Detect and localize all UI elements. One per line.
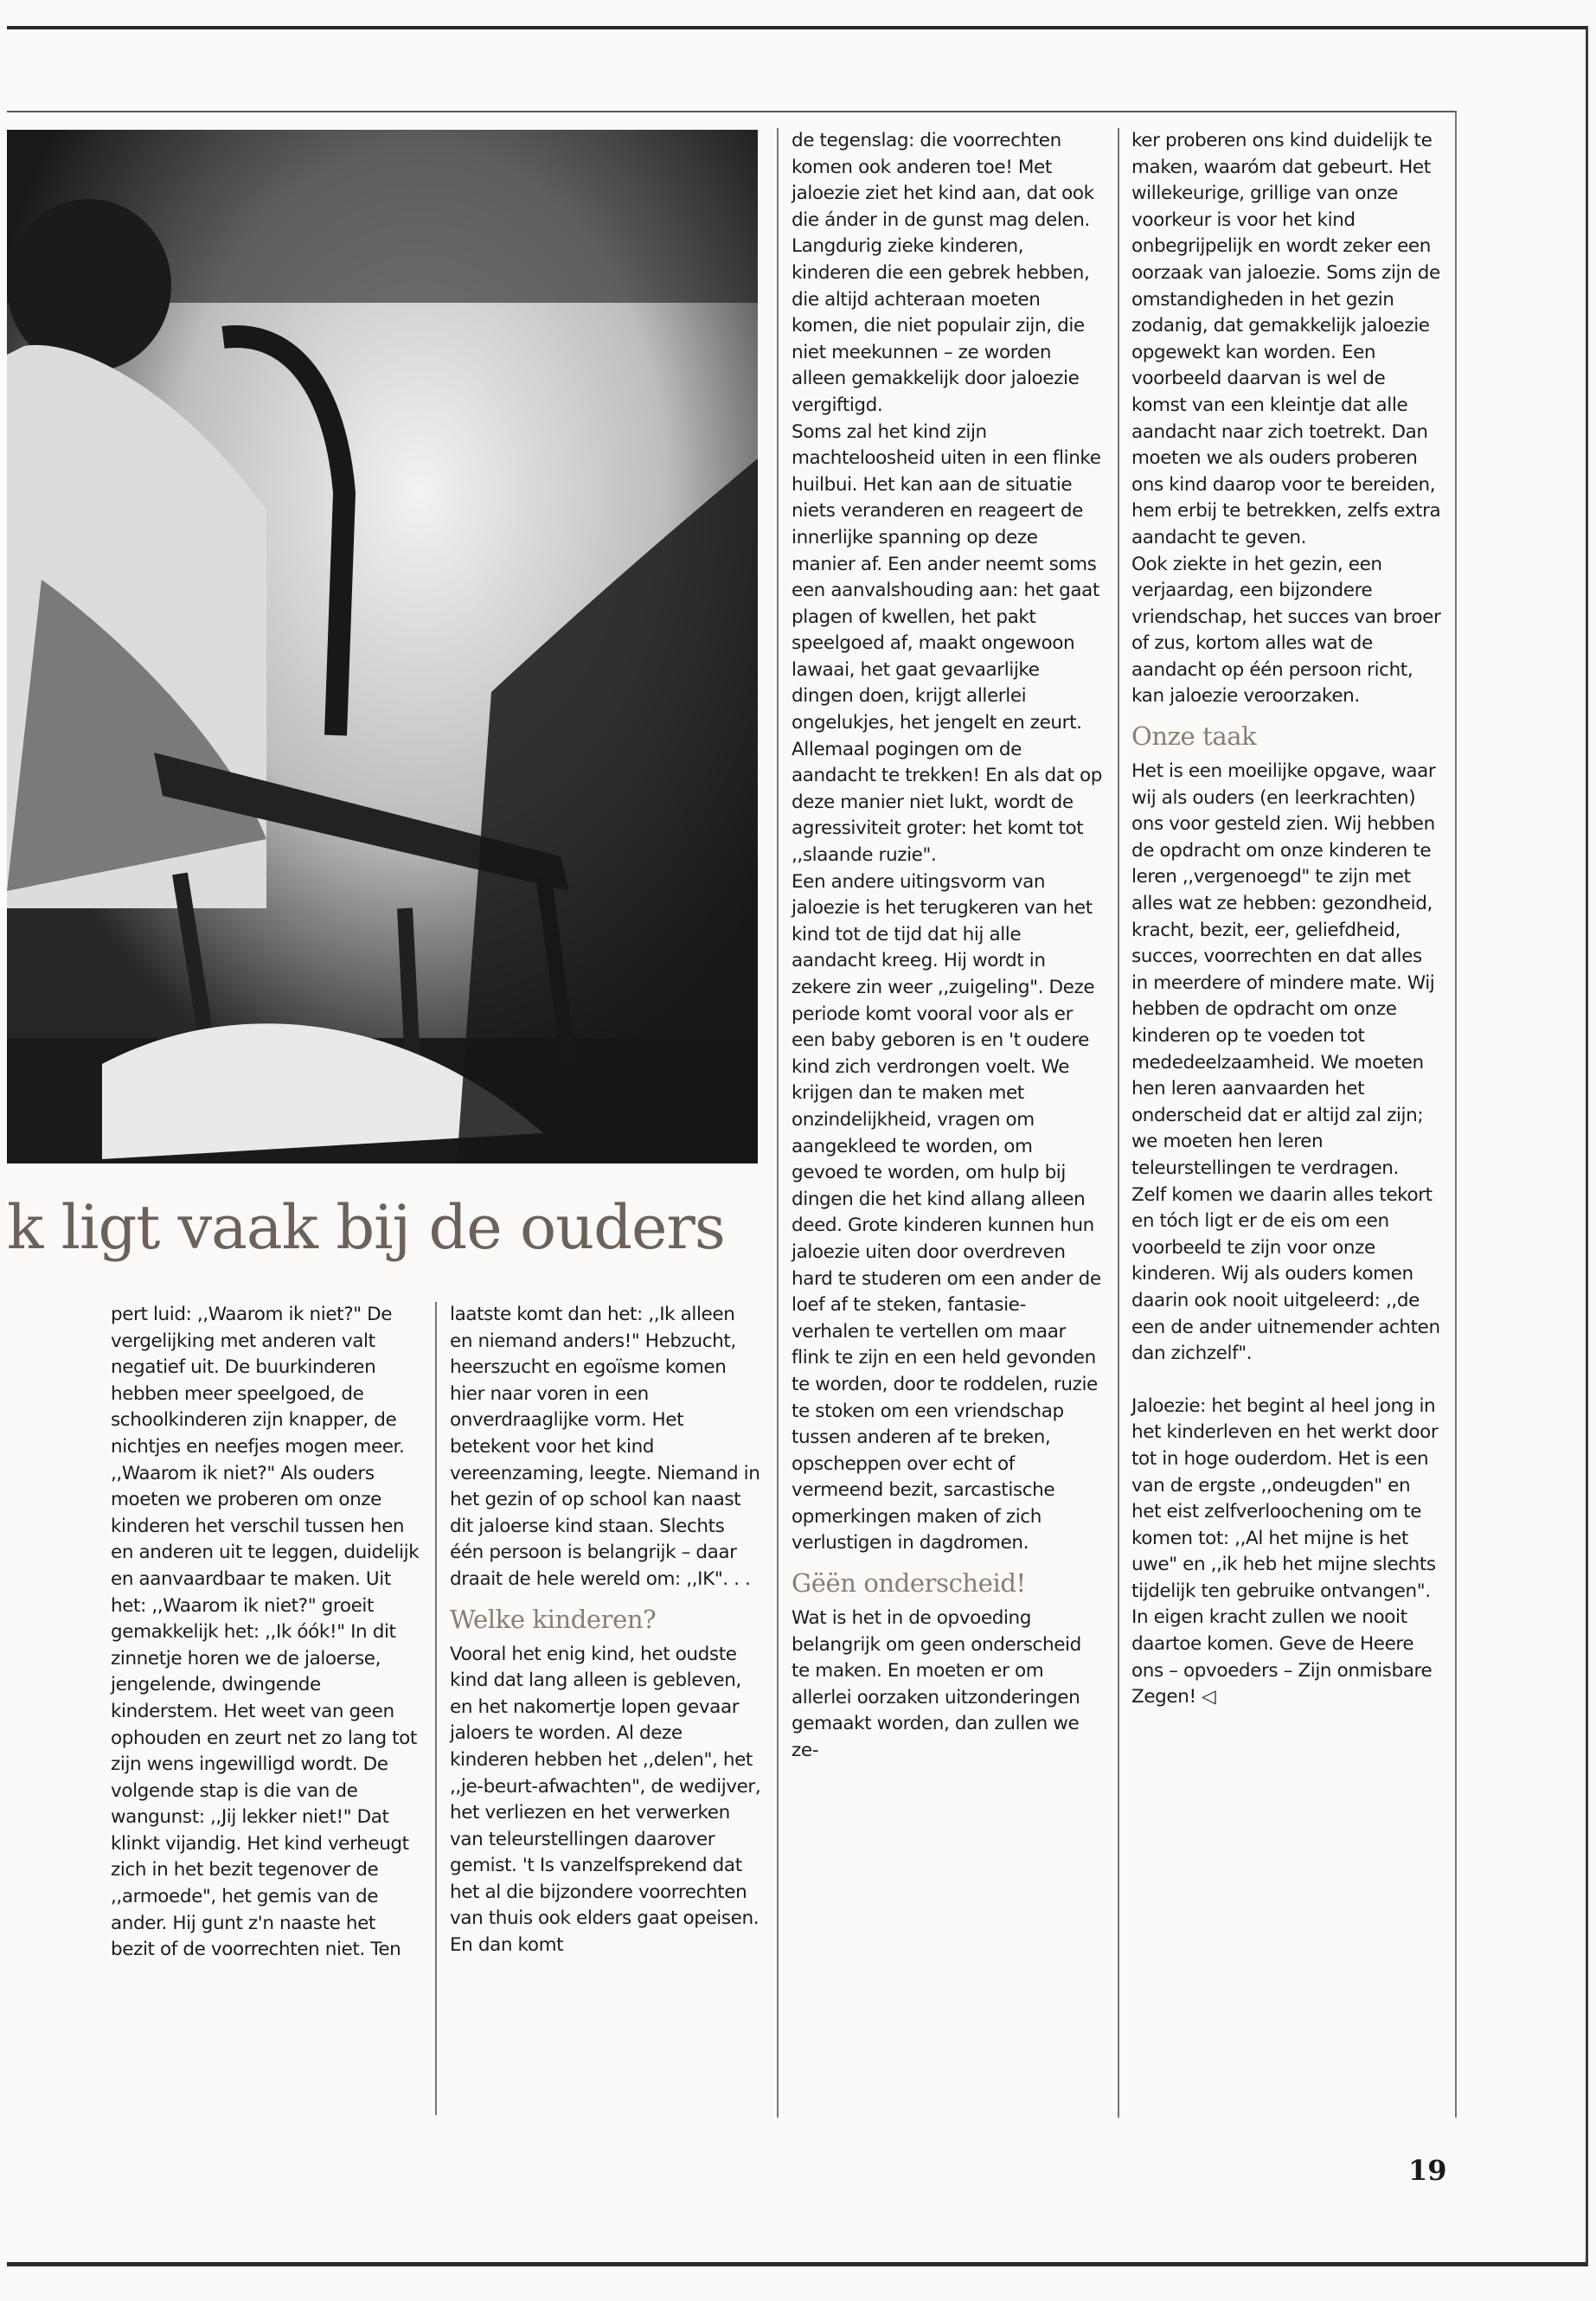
article-photo — [7, 130, 758, 1163]
column-divider-3 — [1118, 128, 1119, 2118]
column-3-paragraph-3: Een andere uitingsvorm van jaloezie is het terugkeren van het kind tot de tijd dat hij alle aandacht kreeg. Hij wordt in zekere zin weer ,,zuigeling". Deze periode komt vooral voor als er een baby geboren is en 't oudere kind zich verdrongen voelt. We krijgen dan te maken met onzindelijkheid, vragen om aangekleed te worden, om gevoed te worden, om hulp bij dingen die het kind allang alleen deed. Grote kinderen kunnen hun jaloezie uiten door overdreven hard te studeren om een ander de loef af te steken, fantasie-verhalen te vertellen om maar flink te zijn en een held gevonden te worden, door te roddelen, ruzie te stoken om een vriendschap tussen anderen af te breken, opscheppen over echt of vermeend bezit, sarcastische opmerkingen maken of zich verlustigen in dagdromen. — [792, 870, 1101, 1554]
column-4-paragraph-4: Zelf komen we daarin alles tekort en tóch ligt er de eis om een voorbeeld te zijn voor onze kinderen. Wij als ouders komen daarin ook nooit uitgeleerd: ,,de een de ander uitnemender achten dan zichzelf". — [1131, 1183, 1440, 1365]
column-4-paragraph-5: Jaloezie: het begint al heel jong in het kinderleven en het werkt door tot in hoge ouderdom. Het is een van de ergste ,,ondeugden" en het eist zelfverloochening om te komen tot: ,,Al het mijne is het uwe" en ,,ik heb het mijne slechts tijdelijk ten gebruike ontvangen". — [1131, 1394, 1439, 1602]
photo-illustration — [7, 130, 758, 1163]
column-3-paragraph-2: Soms zal het kind zijn machteloosheid uiten in een flinke huilbui. Het kan aan de situatie niets veranderen en reageert de innerlijke spanning op deze manier af. Een ander neemt soms een aanvalshouding aan: het gaat plagen of kwellen, het pakt speelgoed af, maakt ongewoon lawaai, het gaat gevaarlijke dingen doen, krijgt allerlei ongelukjes, het jengelt en zeurt. Allemaal pogingen om de aandacht te trekken! En als dat op deze manier niet lukt, wordt de agressiviteit groter: het komt tot ,,slaande ruzie". — [792, 420, 1102, 867]
column-3-paragraph-4: Wat is het in de opvoeding belangrijk om geen onderscheid te maken. En moeten er om allerlei oorzaken uitzonderingen gemaakt worden, dan zullen we ze- — [792, 1607, 1081, 1762]
column-3-paragraph-1: de tegenslag: die voorrechten komen ook anderen toe! Met jaloezie ziet het kind aan, dat ook die ánder in de gunst mag delen. Langdurig zieke kinderen, kinderen die een gebrek hebben, die altijd achteraan moeten komen, die niet populair zijn, die niet meekunnen – ze worden alleen gemakkelijk door jaloezie vergiftigd. — [792, 130, 1094, 416]
article-headline: k ligt vaak bij de ouders — [7, 1192, 725, 1263]
column-divider-1 — [435, 1302, 437, 2115]
right-border-rule — [1455, 111, 1457, 2118]
subhead-onze-taak: Onze taak — [1131, 721, 1257, 752]
page-number: 19 — [1408, 2154, 1447, 2187]
column-4-paragraph-3: Het is een moeilijke opgave, waar wij als ouders (en leerkrachten) ons voor gesteld zien. Wij hebben de opdracht om onze kinderen te leren ,,vergenoegd" te zijn met alles wat ze hebben: gezondheid, kracht, bezit, eer, geliefdheid, succes, voorrechten en dat alles in meerdere of mindere mate. Wij hebben de opdracht om onze kinderen op te voeden tot mededeelzaamheid. We moeten hen leren aanvaarden het onderscheid dat er altijd zal zijn; we moeten hen leren teleurstellingen te verdragen. — [1131, 760, 1436, 1179]
column-4-paragraph-6: In eigen kracht zullen we nooit daartoe komen. Geve de Heere ons – opvoeders – Zijn onmisbare Zegen! ◁ — [1131, 1606, 1433, 1708]
column-2-intro: laatste komt dan het: ,,Ik alleen en niemand anders!" Hebzucht, heerszucht en egoïsme komen hier naar voren in een onverdraaglijke vorm. Het betekent voor het kind vereenzaming, leegte. Niemand in het gezin of op school kan naast dit jaloerse kind staan. Slechts één persoon is belangrijk – daar draait de hele wereld om: ,,IK". . . — [450, 1304, 760, 1590]
text-column-2 — [450, 1302, 761, 1959]
text-column-3 — [792, 128, 1103, 1765]
column-2-body: Vooral het enig kind, het oudste kind dat lang alleen is gebleven, en het nakomertje lopen gevaar jaloers te worden. Al deze kinderen hebben het ,,delen", het ,,je-beurt-afwachten", de wedijver, het verliezen en het verwerken van teleurstellingen daarover gemist. 't Is vanzelfsprekend dat het al die bijzondere voorrechten van thuis ook elders gaat opeisen. En dan komt — [450, 1643, 761, 1957]
column-divider-2 — [777, 128, 779, 2118]
subhead-welke-kinderen: Welke kinderen? — [450, 1604, 657, 1634]
column-1-paragraph: pert luid: ,,Waarom ik niet?" De vergelijking met anderen valt negatief uit. De buurkinderen hebben meer speelgoed, de schoolkinderen zijn knapper, de nichtjes en neefjes mogen meer. ,,Waarom ik niet?" Als ouders moeten we proberen om onze kinderen het verschil tussen hen en anderen uit te leggen, duidelijk en aanvaardbaar te maken. Uit het: ,,Waarom ik niet?" groeit gemakkelijk het: ,,Ik óók!" In dit zinnetje horen we de jaloerse, jengelende, dwingende kinderstem. Het weet van geen ophouden en zeurt net zo lang tot zijn wens ingewilligd wordt. De volgende stap is die van de wangunst: ,,Jij lekker niet!" Dat klinkt vijandig. Het kind verheugt zich in het bezit tegenover de ,,armoede", het gemis van de ander. Hij gunt z'n naaste het bezit of de voorrechten niet. Ten — [111, 1304, 420, 1961]
subhead-geen-onderscheid: Gëën onderscheid! — [792, 1568, 1026, 1599]
text-column-4 — [1131, 128, 1443, 1711]
column-4-paragraph-1: ker proberen ons kind duidelijk te maken, waaróm dat gebeurt. Het willekeurige, grillige van onze voorkeur is voor het kind onbegrijpelijk en wordt zeker een oorzaak van jaloezie. Soms zijn de omstandigheden in het gezin zodanig, dat gemakkelijk jaloezie opgewekt kan worden. Een voorbeeld daarvan is wel de komst van een kleintje dat alle aandacht naar zich toetrekt. Dan moeten we als ouders proberen ons kind daarop voor te bereiden, hem erbij te betrekken, zelfs extra aandacht te geven. — [1131, 130, 1441, 548]
top-rule — [7, 111, 1456, 112]
column-4-paragraph-2: Ook ziekte in het gezin, een verjaardag, een bijzondere vriendschap, het succes van broer of zus, kortom alles wat de aandacht op één persoon richt, kan jaloezie veroorzaken. — [1131, 553, 1441, 708]
text-column-1 — [111, 1302, 422, 1964]
